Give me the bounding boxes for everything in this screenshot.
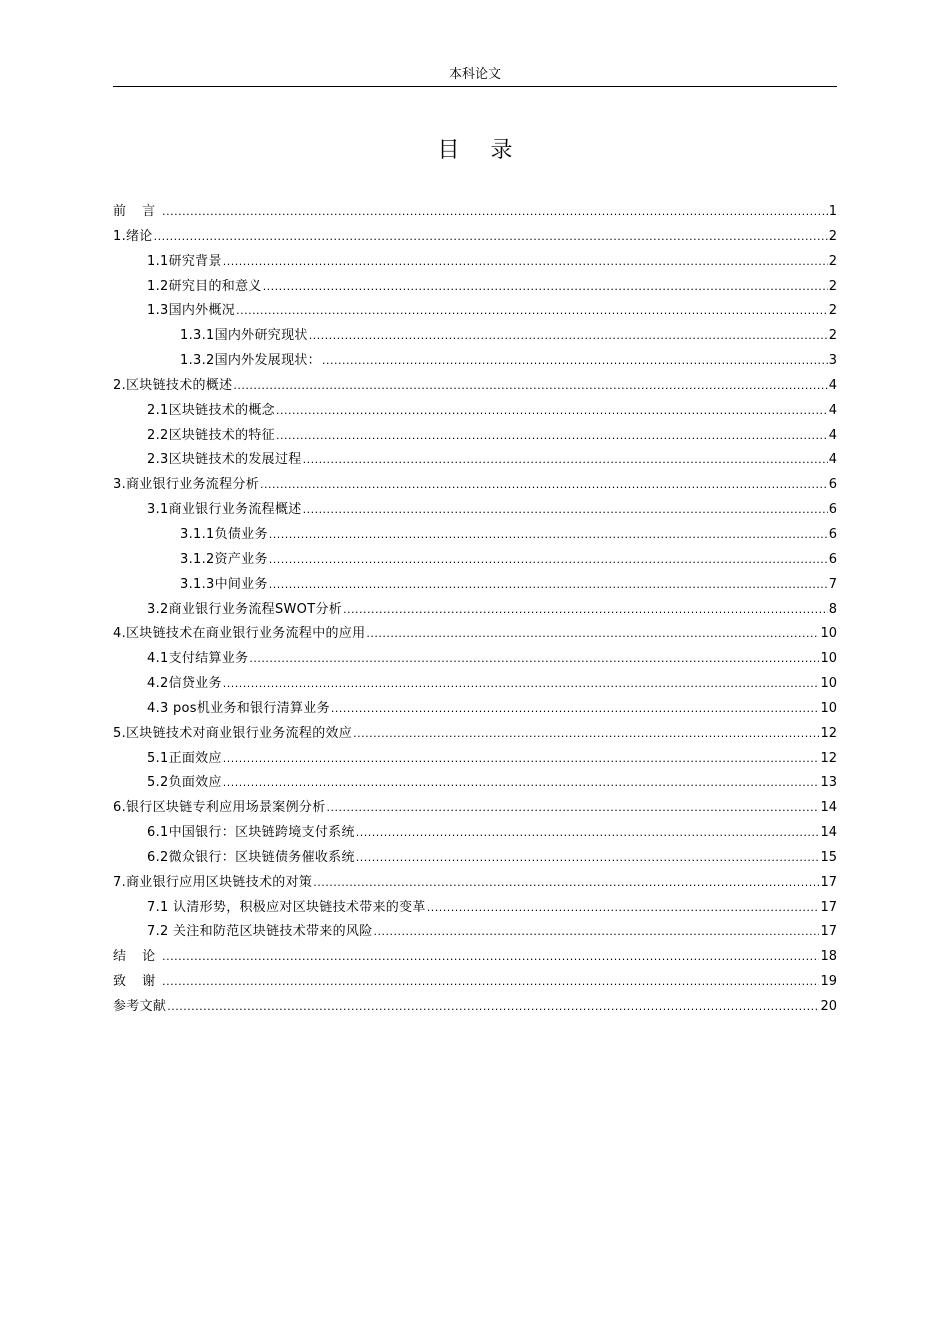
toc-page-number: 19 [820, 974, 837, 990]
toc-entry-label: 4.1支付结算业务 [147, 651, 249, 667]
toc-entry-label: 1.绪论 [113, 228, 153, 244]
toc-page-number: 8 [828, 601, 837, 617]
toc-dot-leader [223, 252, 828, 272]
toc-entry-label: 7.商业银行应用区块链技术的对策 [113, 874, 313, 890]
toc-entry-label: 3.商业银行业务流程分析 [113, 477, 260, 493]
toc-dot-leader [309, 326, 828, 346]
toc-page-number: 17 [820, 924, 837, 940]
toc-page-number: 6 [828, 502, 837, 518]
toc-entry-label: 7.2 关注和防范区块链技术带来的风险 [147, 924, 373, 940]
toc-entry[interactable] [113, 898, 837, 923]
page-header: 本科论文 [448, 67, 501, 82]
toc-page-number: 2 [828, 303, 837, 319]
toc-page-number: 14 [820, 800, 837, 816]
toc-entry[interactable] [113, 426, 837, 451]
toc-page-number: 2 [828, 228, 837, 244]
toc-page-number: 4 [828, 452, 837, 468]
toc-entry[interactable] [113, 227, 837, 252]
toc-dot-leader [356, 823, 820, 843]
toc-entry-label: 1.1研究背景 [147, 253, 222, 269]
toc-entry-label: 3.1.3中间业务 [180, 576, 268, 592]
toc-entry[interactable] [113, 550, 837, 575]
toc-entry[interactable] [113, 922, 837, 947]
toc-dot-leader [331, 699, 820, 719]
toc-entry[interactable] [113, 252, 837, 277]
toc-page-number: 4 [828, 377, 837, 393]
toc-dot-leader [303, 450, 828, 470]
toc-entry-label: 4.区块链技术在商业银行业务流程中的应用 [113, 626, 366, 642]
toc-dot-leader [167, 997, 819, 1017]
toc-page-number: 13 [820, 775, 837, 791]
toc-entry-label: 1.2研究目的和意义 [147, 278, 262, 294]
toc-page-number: 17 [820, 874, 837, 890]
toc-page-number: 17 [820, 899, 837, 915]
toc-entry-label: 参考文献 [113, 999, 167, 1014]
toc-dot-leader [249, 649, 819, 669]
toc-dot-leader [322, 351, 828, 371]
header-divider [113, 86, 837, 87]
toc-entry-label: 5.2负面效应 [147, 775, 222, 791]
toc-entry-label: 4.3 pos机业务和银行清算业务 [147, 700, 330, 716]
toc-page-number: 6 [828, 526, 837, 542]
toc-entry-label: 5.区块链技术对商业银行业务流程的效应 [113, 725, 353, 741]
toc-dot-leader [263, 277, 828, 297]
toc-entry[interactable] [113, 749, 837, 774]
toc-dot-leader [260, 475, 828, 495]
toc-dot-leader [154, 227, 828, 247]
toc-entry-label: 6.1中国银行：区块链跨境支付系统 [147, 825, 355, 841]
toc-dot-leader [356, 848, 820, 868]
toc-page-number: 2 [828, 328, 837, 344]
toc-dot-leader [303, 500, 828, 520]
toc-dot-leader [276, 401, 828, 421]
toc-entry[interactable] [113, 277, 837, 302]
toc-page-number: 6 [828, 477, 837, 493]
toc-page-number: 20 [820, 999, 837, 1014]
toc-entry-label: 2.1区块链技术的概念 [147, 402, 275, 418]
toc-dot-leader [269, 525, 828, 545]
toc-entry[interactable] [113, 575, 837, 600]
table-of-contents [113, 202, 837, 1022]
toc-entry-label: 3.1商业银行业务流程概述 [147, 502, 302, 518]
toc-entry-label: 7.1 认清形势，积极应对区块链技术带来的变革 [147, 899, 426, 915]
toc-page-number: 6 [828, 551, 837, 567]
toc-entry[interactable] [113, 649, 837, 674]
toc-entry[interactable] [113, 997, 837, 1022]
toc-dot-leader [162, 947, 819, 967]
toc-entry[interactable] [113, 873, 837, 898]
toc-entry[interactable] [113, 500, 837, 525]
toc-entry-label: 1.3国内外概况 [147, 303, 236, 319]
toc-entry[interactable] [113, 823, 837, 848]
toc-entry[interactable] [113, 301, 837, 326]
toc-dot-leader [366, 624, 819, 644]
toc-entry[interactable] [113, 600, 837, 625]
toc-dot-leader [269, 550, 828, 570]
toc-page-number: 12 [820, 750, 837, 766]
toc-entry-label: 3.1.1负债业务 [180, 526, 268, 542]
toc-dot-leader [162, 972, 819, 992]
toc-entry-label: 2.区块链技术的概述 [113, 377, 233, 393]
toc-dot-leader [236, 301, 828, 321]
toc-dot-leader [223, 674, 820, 694]
toc-entry-label: 5.1正面效应 [147, 750, 222, 766]
toc-page-number: 3 [828, 353, 837, 369]
toc-entry[interactable] [113, 202, 837, 227]
toc-entry-label: 3.1.2资产业务 [180, 551, 268, 567]
toc-entry[interactable] [113, 972, 837, 997]
toc-entry[interactable] [113, 376, 837, 401]
toc-entry-label: 前 言 [113, 204, 162, 219]
toc-entry-label: 2.2区块链技术的特征 [147, 427, 275, 443]
toc-page-number: 15 [820, 849, 837, 865]
toc-dot-leader [343, 600, 828, 620]
toc-entry-label: 1.3.2国内外发展现状： [180, 353, 321, 369]
toc-dot-leader [233, 376, 827, 396]
toc-entry[interactable] [113, 699, 837, 724]
toc-page-number: 2 [828, 278, 837, 294]
toc-entry[interactable] [113, 525, 837, 550]
toc-entry[interactable] [113, 450, 837, 475]
toc-dot-leader [162, 202, 828, 222]
toc-entry[interactable] [113, 351, 837, 376]
toc-entry-label: 2.3区块链技术的发展过程 [147, 452, 302, 468]
toc-page-number: 10 [820, 700, 837, 716]
toc-dot-leader [374, 922, 820, 942]
toc-page-number: 18 [820, 949, 837, 965]
toc-entry[interactable] [113, 674, 837, 699]
toc-page-number: 10 [820, 626, 837, 642]
toc-entry[interactable] [113, 773, 837, 798]
toc-entry-label: 6.银行区块链专利应用场景案例分析 [113, 800, 326, 816]
toc-entry-label: 4.2信贷业务 [147, 676, 222, 692]
toc-dot-leader [223, 749, 820, 769]
toc-entry-label: 结 论 [113, 949, 162, 965]
toc-title: 目 录 [437, 138, 525, 163]
toc-dot-leader [269, 575, 828, 595]
toc-page-number: 4 [828, 402, 837, 418]
toc-page-number: 10 [820, 651, 837, 667]
toc-entry[interactable] [113, 475, 837, 500]
toc-dot-leader [313, 873, 819, 893]
toc-page-number: 12 [820, 725, 837, 741]
toc-page-number: 4 [828, 427, 837, 443]
toc-dot-leader [276, 426, 828, 446]
toc-page-number: 1 [828, 204, 837, 219]
toc-entry-label: 致 谢 [113, 974, 162, 990]
toc-entry-label: 6.2微众银行：区块链债务催收系统 [147, 849, 355, 865]
toc-page-number: 10 [820, 676, 837, 692]
toc-entry[interactable] [113, 947, 837, 972]
toc-entry[interactable] [113, 724, 837, 749]
toc-dot-leader [327, 798, 820, 818]
toc-page-number: 14 [820, 825, 837, 841]
toc-dot-leader [427, 898, 820, 918]
toc-entry-label: 1.3.1国内外研究现状 [180, 328, 308, 344]
toc-page-number: 7 [828, 576, 837, 592]
toc-entry[interactable] [113, 848, 837, 873]
toc-entry[interactable] [113, 798, 837, 823]
toc-entry[interactable] [113, 401, 837, 426]
toc-dot-leader [223, 773, 820, 793]
toc-dot-leader [353, 724, 819, 744]
toc-entry[interactable] [113, 326, 837, 351]
toc-page-number: 2 [828, 253, 837, 269]
toc-entry-label: 3.2商业银行业务流程SWOT分析 [147, 601, 343, 617]
toc-entry[interactable] [113, 624, 837, 649]
